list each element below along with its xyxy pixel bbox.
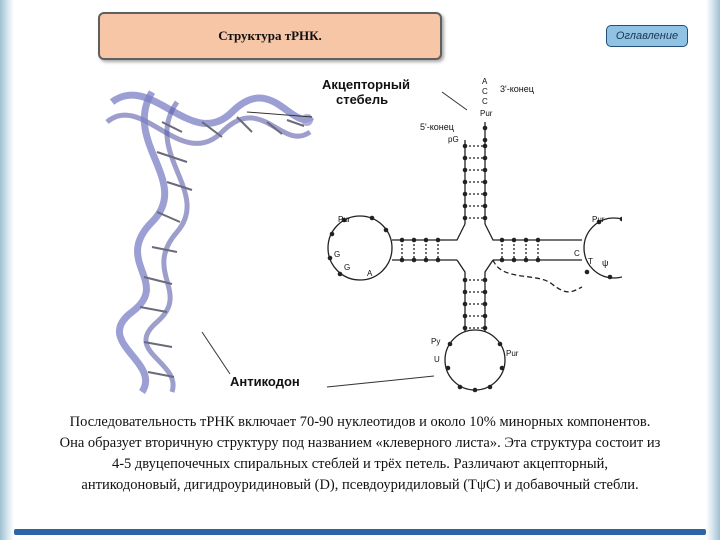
pg-label: pG xyxy=(448,135,459,144)
acceptor-letter-c1: C xyxy=(482,87,488,96)
caption-line-4: антикодоновый, дигидроуридиновый (D), псевдоуридиловый (TψC) и добавочный стебли. xyxy=(81,477,639,493)
acceptor-stem-label-line2: стебель xyxy=(336,92,389,107)
t-loop-psi-label: ψ xyxy=(602,258,609,268)
t-loop-pur-label: Pur xyxy=(592,215,605,224)
trna-figure xyxy=(82,62,622,402)
anticodon-label: Антикодон xyxy=(230,374,300,389)
acceptor-letter-pur: Pur xyxy=(480,109,493,118)
d-loop-pur-label: Pur xyxy=(338,215,351,224)
d-loop-g1-label: G xyxy=(334,250,341,259)
acceptor-stem-label: Акцепторный xyxy=(322,77,410,92)
anticodon-u-label: U xyxy=(434,355,440,364)
left-edge-decoration xyxy=(0,0,14,540)
anticodon-pur-label: Pur xyxy=(506,349,519,358)
slide-title: Структура тРНК. xyxy=(98,12,442,60)
bottom-frame-bar xyxy=(14,529,706,535)
trna-3d-model-image xyxy=(107,92,313,392)
anticodon-pointer-line xyxy=(202,332,230,374)
trna-diagram xyxy=(82,62,622,402)
caption-line-1: Последовательность тРНК включает 70-90 нуклеотидов и около 10% минорных компонентов. xyxy=(69,414,651,430)
right-edge-decoration xyxy=(706,0,720,540)
caption-line-2: Она образует вторичную структуру под названием «клеверного листа». Эта структура состоит из xyxy=(59,435,661,451)
d-loop-a-label: A xyxy=(367,269,373,278)
acceptor-letter-c2: C xyxy=(482,97,488,106)
t-loop-t-label: T xyxy=(588,257,593,266)
anticodon-py-label: Py xyxy=(431,337,441,346)
five-prime-end-label: 5'-конец xyxy=(420,122,454,132)
contents-button[interactable]: Оглавление xyxy=(606,25,688,47)
acceptor-pointer-line xyxy=(247,112,312,117)
three-prime-end-label: 3'-конец xyxy=(500,84,534,94)
t-loop-c-label: C xyxy=(574,249,580,258)
caption-line-3: 4-5 двуцепочечных спиральных стеблей и трёх петель. Различают акцепторный, xyxy=(111,456,609,472)
slide-caption xyxy=(20,412,700,496)
acceptor-letter-a: A xyxy=(482,77,488,86)
nucleotide-dots xyxy=(328,126,622,393)
d-loop-g2-label: G xyxy=(344,263,351,272)
